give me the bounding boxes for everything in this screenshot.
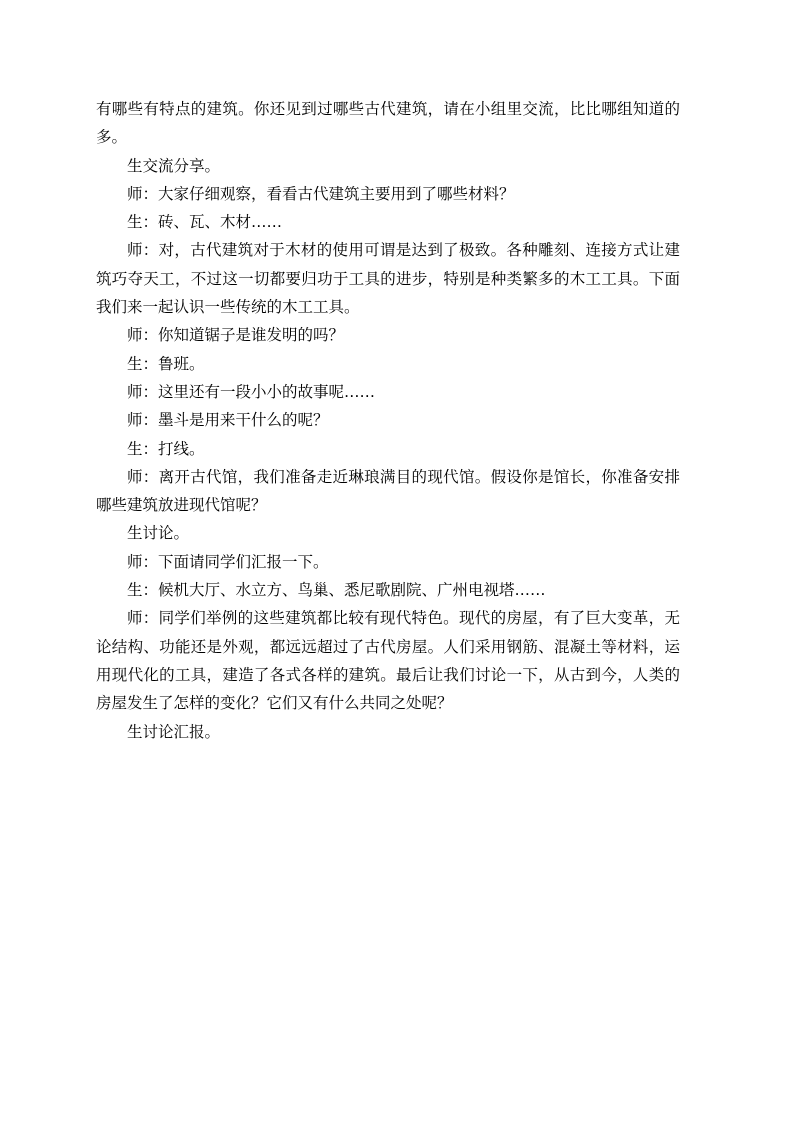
paragraph: 师：同学们举例的这些建筑都比较有现代特色。现代的房屋，有了巨大变革，无论结构、功能还是外观，都远远超过了古代房屋。人们采用钢筋、混凝土等材料，运用现代化的工具，建造了各式各样的建筑。最后让我们讨论一下，从古到今，人类的房屋发生了怎样的变化？它们又有什么共同之处呢？ — [96, 609, 680, 713]
paragraph: 生：砖、瓦、木材…… — [127, 213, 283, 232]
paragraph: 师：离开古代馆，我们准备走近琳琅满目的现代馆。假设你是馆长，你准备安排哪些建筑放进现代馆呢？ — [96, 467, 680, 515]
paragraph: 生：鲁班。 — [127, 354, 205, 373]
paragraph: 师：这里还有一段小小的故事呢…… — [127, 382, 376, 401]
document-page — [96, 95, 680, 746]
paragraph: 师：墨斗是用来干什么的呢？ — [127, 411, 329, 430]
paragraph: 师：对，古代建筑对于木材的使用可谓是达到了极致。各种雕刻、连接方式让建筑巧夺天工，不过这一切都要归功于工具的进步，特别是种类繁多的木工工具。下面我们来一起认识一些传统的木工工具。 — [96, 241, 680, 317]
paragraph: 生讨论。 — [127, 524, 190, 543]
paragraph: 生：候机大厅、水立方、鸟巢、悉尼歌剧院、广州电视塔…… — [127, 581, 546, 600]
paragraph: 生：打线。 — [127, 439, 205, 458]
paragraph: 生讨论汇报。 — [127, 722, 221, 741]
paragraph: 有哪些有特点的建筑。你还见到过哪些古代建筑，请在小组里交流，比比哪组知道的多。 — [96, 100, 680, 147]
paragraph: 生交流分享。 — [127, 156, 221, 175]
paragraph: 师：下面请同学们汇报一下。 — [127, 552, 329, 571]
paragraph: 师：你知道锯子是谁发明的吗？ — [127, 326, 345, 345]
paragraph: 师：大家仔细观察，看看古代建筑主要用到了哪些材料？ — [127, 184, 515, 203]
